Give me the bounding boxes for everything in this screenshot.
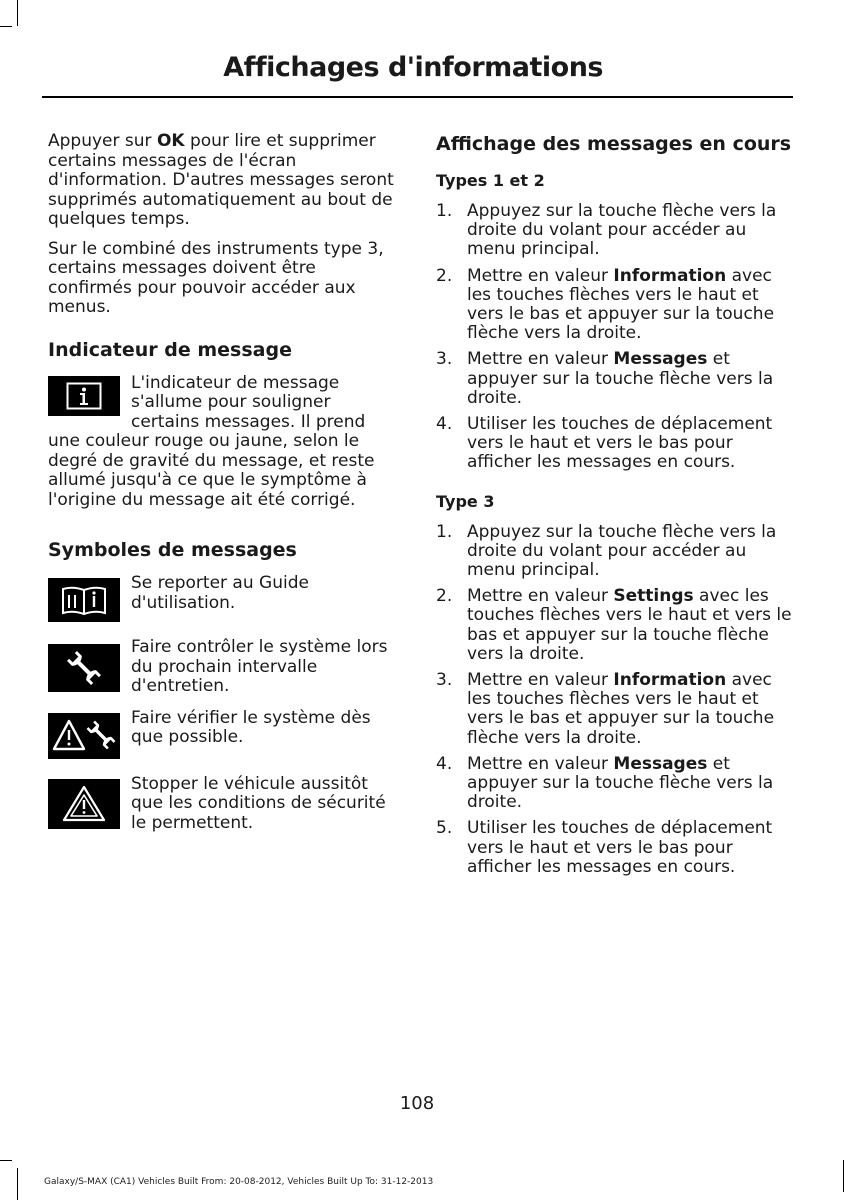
intro-paragraph: Appuyer sur OK pour lire et supprimer certains messages de l'écran d'information. D'autres messages seront supprimés automatiquement au bout de quelques temps. xyxy=(48,131,394,229)
crop-mark xyxy=(0,26,12,27)
list-item: 3. Mettre en valeur Information avec les touches flèches vers le haut et vers le bas et appuyer sur la touche flèche vers la droite. xyxy=(436,670,775,748)
subheading-type-3: Type 3 xyxy=(436,491,495,511)
left-column xyxy=(48,132,402,845)
crop-mark xyxy=(843,1160,844,1192)
symbol-item xyxy=(48,709,402,763)
list-item: 4. Mettre en valeur Messages et appuyer sur la touche flèche vers la droite. xyxy=(436,753,774,813)
symbol-item xyxy=(48,638,402,697)
type-3-steps xyxy=(436,523,792,877)
section-heading-indicator: Indicateur de message xyxy=(48,338,292,361)
crop-mark xyxy=(0,1160,12,1161)
list-item: 5. Utiliser les touches de déplacement vers le haut et vers le bas pour afficher les messages en cours. xyxy=(436,818,773,877)
list-item: 1. Appuyez sur la touche flèche vers la droite du volant pour accéder au menu principal. xyxy=(436,521,777,581)
list-item: 3. Mettre en valeur Messages et appuyer sur la touche flèche vers la droite. xyxy=(436,349,774,408)
list-item: 2. Mettre en valeur Information avec les touches flèches vers le haut et vers le bas et appuyer sur la touche flèche vers la droite. xyxy=(436,265,775,344)
list-item: 4. Utiliser les touches de déplacement vers le haut et vers le bas pour afficher les messages en cours. xyxy=(436,414,773,473)
symbol-item xyxy=(48,574,402,626)
symbol-description: Se reporter au Guide d'utilisation. xyxy=(131,574,309,613)
footer-text: Galaxy/S-MAX (CA1) Vehicles Built From: 20-08-2012, Vehicles Built Up To: 31-12-2013 xyxy=(44,1177,434,1187)
wrench-icon xyxy=(48,644,120,692)
crop-mark xyxy=(17,0,18,26)
subheading-types-1-2: Types 1 et 2 xyxy=(436,171,545,190)
list-item: 2. Mettre en valeur Settings avec les touches flèches vers le haut et vers le bas et appuyer sur la touche flèche vers la droite. xyxy=(436,586,792,664)
crop-mark xyxy=(17,1168,18,1200)
symbol-description: Stopper le véhicule aussitôt que les conditions de sécurité le permettent. xyxy=(131,774,386,833)
section-heading-current-messages: Affichage des messages en cours xyxy=(436,133,792,155)
header-rule xyxy=(42,96,793,98)
warning-wrench-icon xyxy=(48,713,120,759)
symbol-item xyxy=(48,775,402,834)
symbol-description: Faire contrôler le système lors du prochain intervalle d'entretien. xyxy=(131,638,388,696)
intro-paragraph-2: Sur le combiné des instruments type 3, certains messages doivent être confirmés pour pouvoir accéder aux menus. xyxy=(48,238,384,317)
types-1-2-steps xyxy=(436,202,792,473)
section-heading-symbols: Symboles de messages xyxy=(48,539,297,561)
symbol-description: Faire vérifier le système dès que possible. xyxy=(131,708,371,747)
page-number: 108 xyxy=(399,1093,435,1114)
information-icon xyxy=(48,376,120,416)
page-title: Affichages d'informations xyxy=(223,52,603,83)
right-column xyxy=(436,132,792,895)
indicator-description: L'indicateur de message s'allume pour souligner certains messages. Il prend une couleur rouge ou jaune, selon le degré de gravité du message, et reste allumé jusqu'à ce que le symptôme à l'origine du message ait été corrigé. xyxy=(48,373,375,510)
list-item: 1. Appuyez sur la touche flèche vers la droite du volant pour accéder au menu principal. xyxy=(436,201,777,260)
warning-triangle-icon xyxy=(48,779,120,829)
indicator-block xyxy=(48,374,402,511)
manual-book-icon xyxy=(48,578,120,622)
